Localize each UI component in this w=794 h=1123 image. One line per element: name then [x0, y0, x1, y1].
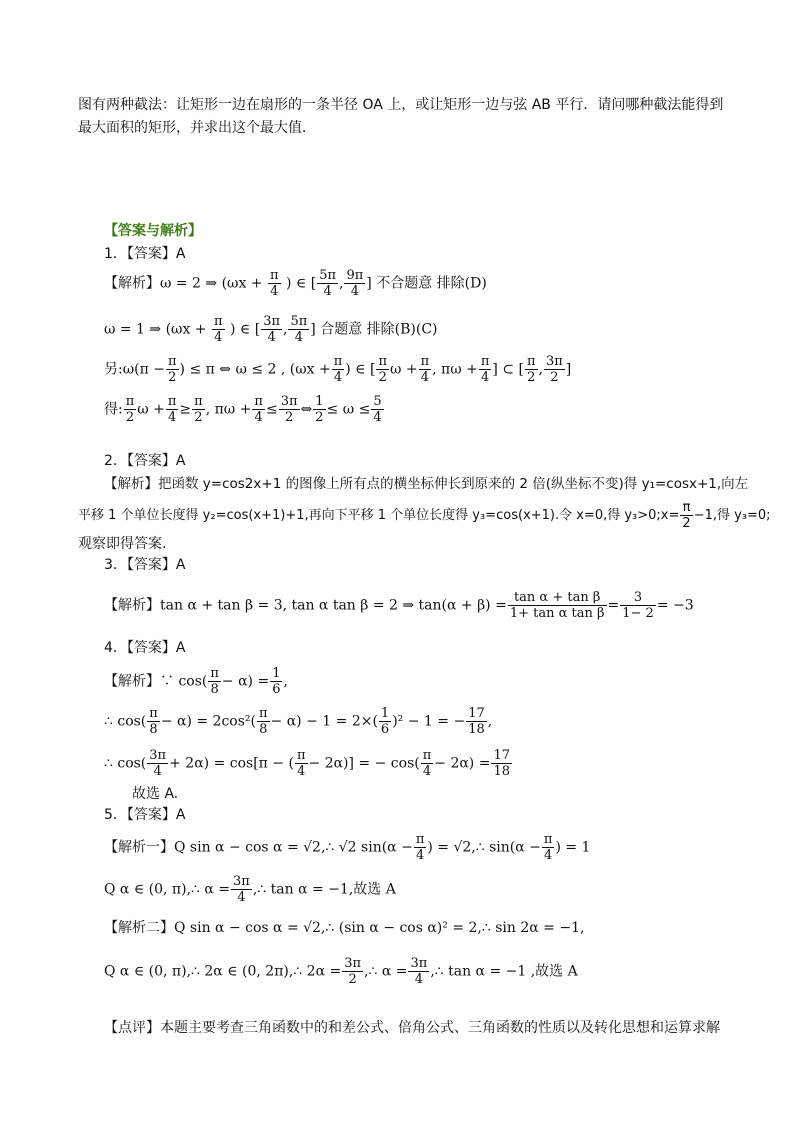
q4-answer: 4．【答案】A [104, 640, 186, 656]
q3-answer: 3．【答案】A [104, 557, 186, 573]
q4-line-1: 【解析】∵ cos( $\frac{\pi}{8}$ − α) = $\frac{1}{6}$ , [104, 666, 288, 697]
q4-line-4: 故选 A. [132, 786, 179, 802]
q5-line-3: 【解析二】Q sin α − cos α = √2,∴ (sin α − cos α)² = 2,∴ sin 2α = −1, [104, 920, 585, 936]
q2-line-3: 观察即得答案. [78, 536, 167, 552]
q3-line-1: 【解析】tan α + tan β = 3, tan α tan β = 2 ⇒ tan(α + β) = $\frac{\text{tan α + tan β}}{\text{1+ tan α tan β}}$ = $\frac{3}{1- 2}$ = −3 [104, 590, 694, 621]
q1-line-1: 【解析】ω = 2 ⇒ (ωx + $\frac{\pi}{4}$ ) ∈ [ $\frac{5\pi}{4}$ , $\frac{9\pi}{4}$ ] 不合题意 排除(D) [104, 268, 487, 299]
q1-line-3: 另:ω(π − $\frac{\pi}{2}$ ) ≤ π ⇔ ω ≤ 2 , (ωx + $\frac{\pi}{4}$ ) ∈ [ $\frac{\pi}{2}$ ω + $\frac{\pi}{4}$ , πω + $\frac{\pi}{4}$ ] ⊂ [ $\frac{\pi}{2}$ , $\frac{3\pi}{2}$ ] [104, 354, 572, 385]
q5-line-2: Q α ∈ (0, π),∴ α = $\frac{3\pi}{4}$ ,∴ tan α = −1,故选 A [104, 874, 396, 905]
q2-line-1: 【解析】把函数 y=cos2x+1 的图像上所有点的横坐标伸长到原来的 2 倍(纵坐标不变)得 y₁=cosx+1,向左 [104, 476, 749, 492]
q5-answer: 5．【答案】A [104, 807, 186, 823]
q5-line-1: 【解析一】Q sin α − cos α = √2,∴ √2 sin(α − $\frac{\pi}{4}$ ) = √2,∴ sin(α − $\frac{\pi}{4}$ ) = 1 [104, 832, 591, 863]
q1-line-4: 得: $\frac{\pi}{2}$ ω + $\frac{\pi}{4}$ ≥ $\frac{\pi}{2}$ , πω + $\frac{\pi}{4}$ ≤ $\frac{3\pi}{2}$ ⇔ $\frac{1}{2}$ ≤ ω ≤ $\frac{5}{4}$ [104, 394, 382, 425]
q4-line-3: ∴ cos( $\frac{3\pi}{4}$ + 2α) = cos[π − ( $\frac{\pi}{4}$ − 2α)] = − cos( $\frac{\pi}{4}$ − 2α) = $\frac{17}{18}$ [104, 748, 510, 779]
q4-line-2: ∴ cos( $\frac{\pi}{8}$ − α) = 2cos²( $\frac{\pi}{8}$ − α) − 1 = 2×( $\frac{1}{6}$ )² − 1 = − $\frac{17}{18}$ , [104, 706, 493, 737]
q2-line-2: 平移 1 个单位长度得 y₂=cos(x+1)+1,再向下平移 1 个单位长度得 y₃=cos(x+1).令 x=0,得 y₃>0;x= $\frac{\pi}{2}$ −1,得 y₃=0; [78, 500, 771, 531]
q1-line-2: ω = 1 ⇒ (ωx + $\frac{\pi}{4}$ ) ∈ [ $\frac{3\pi}{4}$ , $\frac{5\pi}{4}$ ] 合题意 排除(B)(C) [104, 314, 438, 345]
section-title: 【答案与解析】 [104, 223, 202, 239]
q1-answer: 1．【答案】A [104, 246, 186, 262]
q5-line-4: Q α ∈ (0, π),∴ 2α ∈ (0, 2π),∴ 2α = $\frac{3\pi}{2}$ ,∴ α = $\frac{3\pi}{4}$ ,∴ tan α = −1 ,故选 A [104, 956, 578, 987]
q5-comment: 【点评】本题主要考查三角函数中的和差公式、倍角公式、三角函数的性质以及转化思想和运算求解 [104, 1020, 720, 1036]
q2-answer: 2．【答案】A [104, 453, 186, 469]
intro-line-1: 图有两种截法：让矩形一边在扇形的一条半径 OA 上，或让矩形一边与弦 AB 平行．请问哪种截法能得到 [78, 97, 724, 113]
intro-line-2: 最大面积的矩形，并求出这个最大值． [78, 120, 316, 136]
